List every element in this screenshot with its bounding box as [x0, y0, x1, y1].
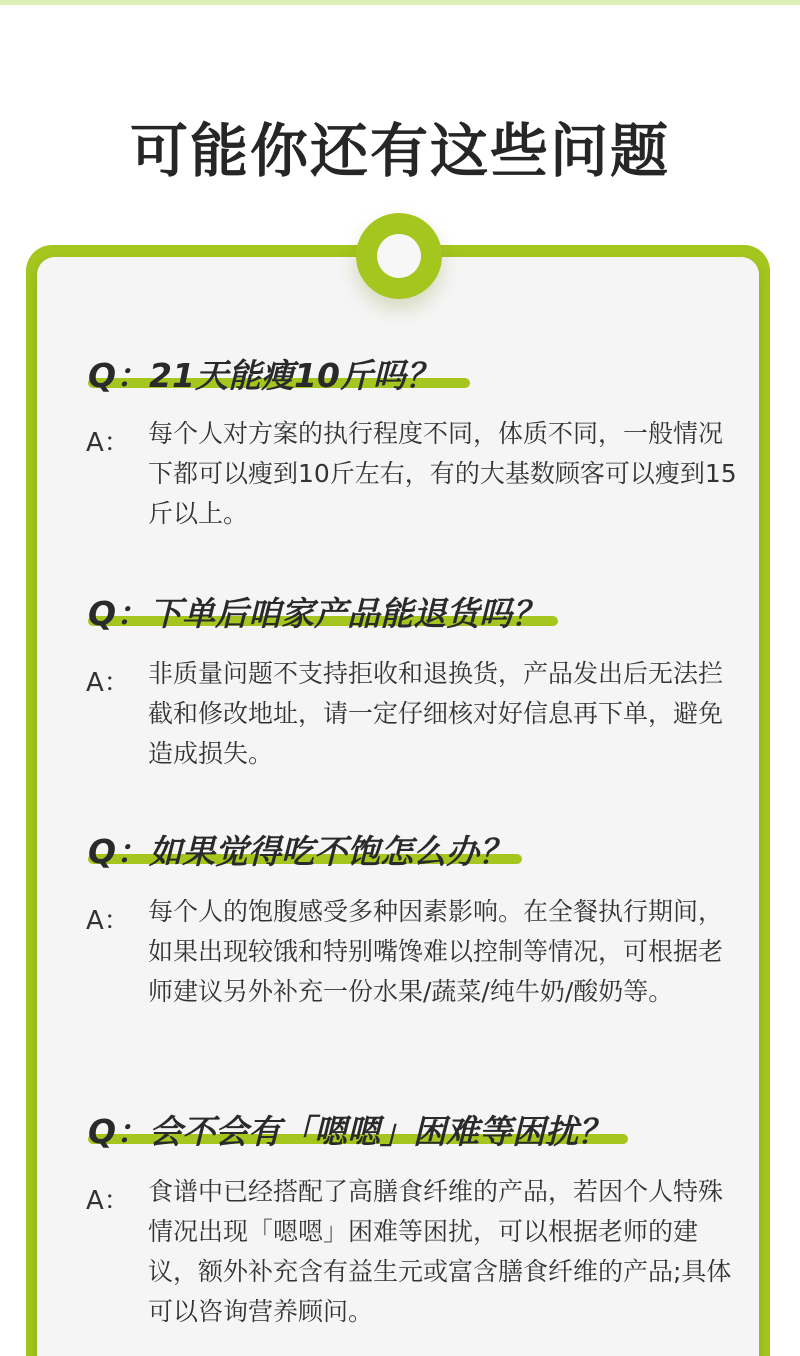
answer-label: A：: [86, 668, 130, 698]
question-text: Q：下单后咱家产品能退货吗？: [88, 594, 546, 633]
question-text: Q：21天能瘦10斤吗？: [88, 356, 439, 395]
faq-question: [88, 826, 512, 873]
answer-label: A：: [86, 428, 130, 458]
page-title: 可能你还有这些问题: [129, 117, 670, 185]
answer-text: 食谱中已经搭配了高膳食纤维的产品，若因个人特殊情况出现「嗯嗯」困难等困扰，可以根据老师的建议，额外补充含有益生元或富含膳食纤维的产品;具体可以咨询营养顾问。: [148, 1177, 732, 1326]
answer-text: 非质量问题不支持拒收和退换货，产品发出后无法拦截和修改地址，请一定仔细核对好信息再下单，避免造成损失。: [148, 659, 724, 768]
answer-label: A：: [86, 906, 130, 936]
answer-label: A：: [86, 1186, 130, 1216]
question-text: Q：会不会有「嗯嗯」困难等困扰？: [88, 1112, 612, 1151]
top-accent-strip: [0, 0, 800, 5]
faq-question: [88, 588, 545, 635]
answer-text: 每个人的饱腹感受多种因素影响。在全餐执行期间，如果出现较饿和特别嘴馋难以控制等情况，可根据老师建议另外补充一份水果/蔬菜/纯牛奶/酸奶等。: [148, 897, 724, 1006]
faq-question: [88, 1106, 611, 1153]
question-text: Q：如果觉得吃不饱怎么办？: [88, 832, 513, 871]
circle-badge-center: [377, 234, 421, 278]
faq-question: [88, 350, 439, 397]
answer-text: 每个人对方案的执行程度不同，体质不同，一般情况下都可以瘦到10斤左右，有的大基数顾客可以瘦到15斤以上。: [148, 419, 737, 528]
